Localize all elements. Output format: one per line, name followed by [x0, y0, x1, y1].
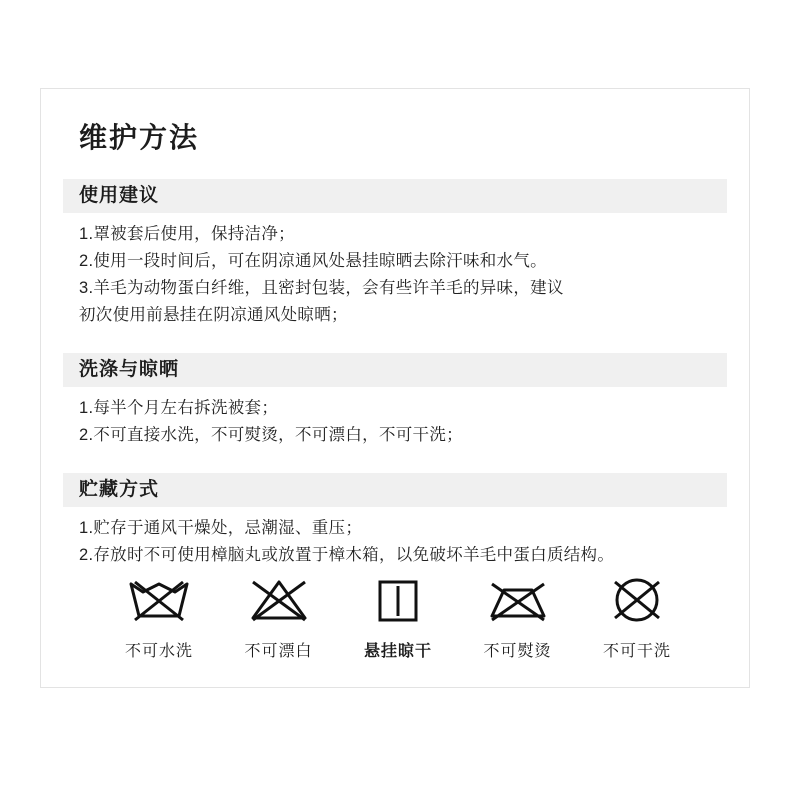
- care-icon-label: 悬挂晾干: [363, 643, 432, 660]
- section-line: 初次使用前悬挂在阴凉通风处晾晒；: [79, 305, 348, 324]
- line-dry-hanging-icon: [361, 572, 435, 628]
- section-line: 2.使用一段时间后，可在阴凉通风处悬挂晾晒去除汗味和水气。: [79, 251, 547, 270]
- care-icon-item: [221, 572, 337, 661]
- section-heading: 洗涤与晾晒: [63, 353, 727, 387]
- care-icons-row: [79, 572, 717, 661]
- care-icon-item: [101, 572, 217, 661]
- care-icon-item: [460, 572, 576, 661]
- page-title: 维护方法: [79, 122, 200, 153]
- section-storage: [63, 473, 727, 569]
- section-body: [63, 507, 727, 569]
- section-line: 1.贮存于通风干燥处，忌潮湿、重压；: [79, 518, 363, 537]
- section-usage-advice: [63, 179, 727, 329]
- section-washing-drying: [63, 353, 727, 449]
- card-inner: [63, 109, 727, 669]
- maintenance-card: [40, 88, 750, 688]
- no-bleach-icon: [242, 572, 316, 628]
- no-machine-wash-icon: [122, 572, 196, 628]
- section-body: [63, 213, 727, 329]
- section-line: 2.不可直接水洗，不可熨烫，不可漂白，不可干洗；: [79, 425, 463, 444]
- care-icon-label: 不可水洗: [124, 643, 193, 660]
- section-line: 1.每半个月左右拆洗被套；: [79, 398, 279, 417]
- no-iron-icon: [481, 572, 555, 628]
- care-icon-label: 不可漂白: [244, 643, 313, 660]
- section-line: 1.罩被套后使用，保持洁净；: [79, 224, 295, 243]
- section-body: [63, 387, 727, 449]
- section-heading: 贮藏方式: [63, 473, 727, 507]
- care-icon-label: 不可熨烫: [483, 643, 552, 660]
- care-icon-item: [579, 572, 695, 661]
- care-icon-label: 不可干洗: [602, 643, 671, 660]
- section-heading: 使用建议: [63, 179, 727, 213]
- care-icon-item: [340, 572, 456, 661]
- section-line: 2.存放时不可使用樟脑丸或放置于樟木箱，以免破坏羊毛中蛋白质结构。: [79, 545, 615, 564]
- no-dry-clean-icon: [600, 572, 674, 628]
- section-line: 3.羊毛为动物蛋白纤维，且密封包装，会有些许羊毛的异味，建议: [79, 278, 564, 297]
